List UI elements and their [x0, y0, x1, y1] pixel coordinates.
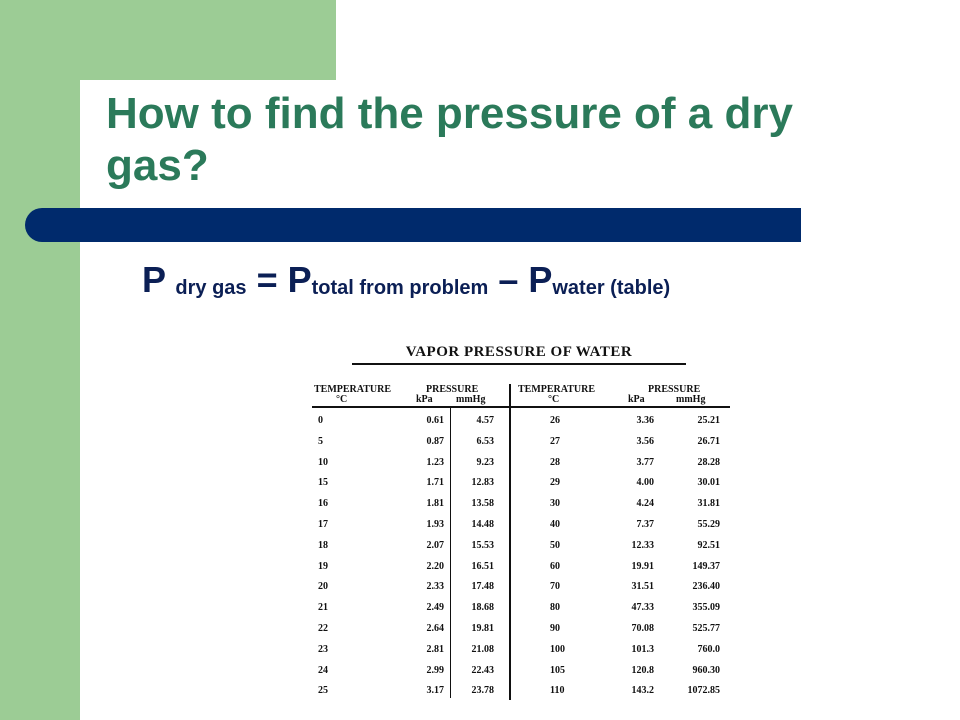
formula-equals: =	[256, 259, 278, 300]
cell-kpa-left: 0.61	[426, 415, 444, 426]
formula-p-total: P	[287, 259, 312, 300]
header-pressure-right: PRESSURE	[648, 384, 701, 395]
cell-temp-left: 18	[318, 539, 328, 551]
cell-temp-right: 28	[550, 456, 560, 468]
cell-temp-left: 23	[318, 643, 328, 655]
cell-temp-right: 29	[550, 477, 560, 489]
cell-mmhg-right: 1072.85	[687, 685, 720, 697]
cell-mmhg-right: 525.77	[692, 623, 720, 634]
cell-kpa-left: 3.17	[426, 685, 444, 697]
cell-kpa-right: 120.8	[631, 664, 654, 676]
cell-kpa-right: 70.08	[631, 623, 654, 634]
table-row	[312, 576, 730, 597]
cell-kpa-right: 31.51	[631, 581, 654, 593]
cell-mmhg-right: 960.30	[692, 664, 720, 676]
table-row	[312, 472, 730, 493]
cell-mmhg-left: 19.81	[471, 623, 494, 634]
cell-kpa-right: 3.36	[636, 415, 654, 426]
cell-mmhg-right: 31.81	[697, 498, 720, 510]
cell-kpa-right: 4.24	[636, 498, 654, 510]
cell-kpa-right: 47.33	[631, 602, 654, 614]
header-temperature-right: TEMPERATURE	[518, 384, 596, 395]
cell-temp-right: 105	[550, 664, 565, 676]
cell-temp-right: 26	[550, 415, 560, 426]
table-row	[312, 410, 730, 431]
cell-kpa-left: 2.81	[426, 643, 444, 655]
header-mmhg-left: mmHg	[456, 394, 486, 405]
cell-kpa-right: 19.91	[631, 560, 654, 572]
cell-kpa-left: 2.07	[426, 539, 444, 551]
cell-temp-right: 50	[550, 539, 560, 551]
cell-mmhg-left: 22.43	[471, 664, 494, 676]
cell-mmhg-right: 55.29	[697, 519, 720, 530]
cell-kpa-right: 4.00	[636, 477, 654, 489]
formula-p-dry: P	[142, 259, 166, 300]
table-title: VAPOR PRESSURE OF WATER	[405, 344, 633, 360]
cell-temp-left: 19	[318, 560, 328, 572]
header-celsius-left: °C	[336, 394, 348, 405]
cell-mmhg-right: 355.09	[692, 602, 720, 614]
cell-temp-left: 15	[318, 477, 328, 489]
cell-kpa-right: 3.77	[636, 456, 654, 468]
cell-temp-right: 27	[550, 435, 560, 447]
cell-temp-left: 16	[318, 498, 328, 510]
cell-temp-left: 24	[318, 664, 328, 676]
cell-mmhg-left: 9.23	[476, 456, 494, 468]
formula-sub-total: total from problem	[311, 277, 489, 299]
cell-kpa-right: 101.3	[631, 643, 654, 655]
cell-temp-right: 70	[550, 581, 560, 593]
cell-kpa-right: 7.37	[636, 519, 654, 530]
table-row	[312, 514, 730, 535]
cell-mmhg-left: 18.68	[471, 602, 494, 614]
formula-p-water: P	[528, 259, 553, 300]
cell-kpa-left: 2.99	[426, 664, 444, 676]
cell-mmhg-right: 236.40	[692, 581, 720, 593]
header-kpa-right: kPa	[628, 394, 645, 405]
cell-mmhg-left: 23.78	[471, 685, 494, 697]
cell-temp-right: 30	[550, 498, 560, 510]
cell-temp-left: 17	[318, 519, 328, 530]
table-row	[312, 618, 730, 639]
cell-mmhg-left: 13.58	[471, 498, 494, 510]
cell-mmhg-left: 4.57	[476, 415, 494, 426]
cell-kpa-right: 3.56	[636, 435, 654, 447]
cell-temp-left: 21	[318, 602, 328, 614]
cell-temp-left: 10	[318, 456, 328, 468]
cell-temp-left: 22	[318, 623, 328, 634]
table-row	[312, 660, 730, 681]
cell-mmhg-left: 6.53	[476, 435, 494, 447]
cell-kpa-left: 1.23	[426, 456, 444, 468]
cell-mmhg-left: 17.48	[471, 581, 494, 593]
cell-mmhg-right: 92.51	[697, 539, 720, 551]
cell-kpa-right: 12.33	[631, 539, 654, 551]
cell-temp-right: 80	[550, 602, 560, 614]
cell-kpa-left: 0.87	[426, 435, 444, 447]
cell-temp-right: 110	[550, 685, 565, 697]
cell-kpa-left: 2.64	[426, 623, 444, 634]
cell-mmhg-left: 12.83	[471, 477, 494, 489]
cell-mmhg-left: 21.08	[471, 643, 494, 655]
header-divider	[312, 406, 730, 408]
table-row	[312, 639, 730, 660]
cell-temp-left: 25	[318, 685, 328, 697]
header-mmhg-right: mmHg	[676, 394, 706, 405]
table-row	[312, 535, 730, 556]
formula-sub-dry-gas: dry gas	[175, 277, 247, 299]
sidebar-decoration	[0, 0, 80, 720]
header-celsius-right: °C	[548, 394, 560, 405]
cell-mmhg-right: 30.01	[697, 477, 720, 489]
header-temperature-left: TEMPERATURE	[314, 384, 392, 395]
table-row	[312, 431, 730, 452]
cell-temp-right: 90	[550, 623, 560, 634]
cell-kpa-left: 1.93	[426, 519, 444, 530]
top-decoration	[80, 0, 336, 80]
cell-mmhg-right: 760.0	[697, 643, 720, 655]
header-pressure-left: PRESSURE	[426, 384, 479, 395]
cell-mmhg-right: 25.21	[697, 415, 720, 426]
cell-kpa-right: 143.2	[631, 685, 654, 697]
cell-mmhg-left: 15.53	[471, 539, 494, 551]
vapor-pressure-table	[312, 344, 730, 700]
cell-mmhg-right: 149.37	[692, 560, 720, 572]
cell-temp-right: 40	[550, 519, 560, 530]
header-kpa-left: kPa	[416, 394, 433, 405]
cell-kpa-left: 2.33	[426, 581, 444, 593]
cell-temp-right: 60	[550, 560, 560, 572]
formula-sub-water: water (table)	[552, 277, 671, 299]
table-row	[312, 493, 730, 514]
slide-title: How to find the pressure of a dry gas?	[106, 89, 793, 190]
cell-mmhg-left: 14.48	[471, 519, 494, 530]
table-row	[312, 556, 730, 577]
cell-kpa-left: 2.20	[426, 560, 444, 572]
cell-mmhg-right: 26.71	[697, 435, 720, 447]
table-row	[312, 680, 730, 701]
title-divider-bar	[25, 208, 801, 242]
cell-temp-right: 100	[550, 643, 565, 655]
cell-kpa-left: 1.81	[426, 498, 444, 510]
dry-gas-formula	[142, 258, 902, 308]
cell-temp-left: 0	[318, 415, 323, 426]
cell-mmhg-left: 16.51	[471, 560, 494, 572]
table-title-underline	[352, 363, 686, 365]
cell-mmhg-right: 28.28	[697, 456, 720, 468]
cell-kpa-left: 2.49	[426, 602, 444, 614]
cell-temp-left: 20	[318, 581, 328, 593]
cell-kpa-left: 1.71	[426, 477, 444, 489]
cell-temp-left: 5	[318, 435, 323, 447]
formula-minus: –	[498, 259, 519, 300]
table-row	[312, 452, 730, 473]
table-row	[312, 597, 730, 618]
